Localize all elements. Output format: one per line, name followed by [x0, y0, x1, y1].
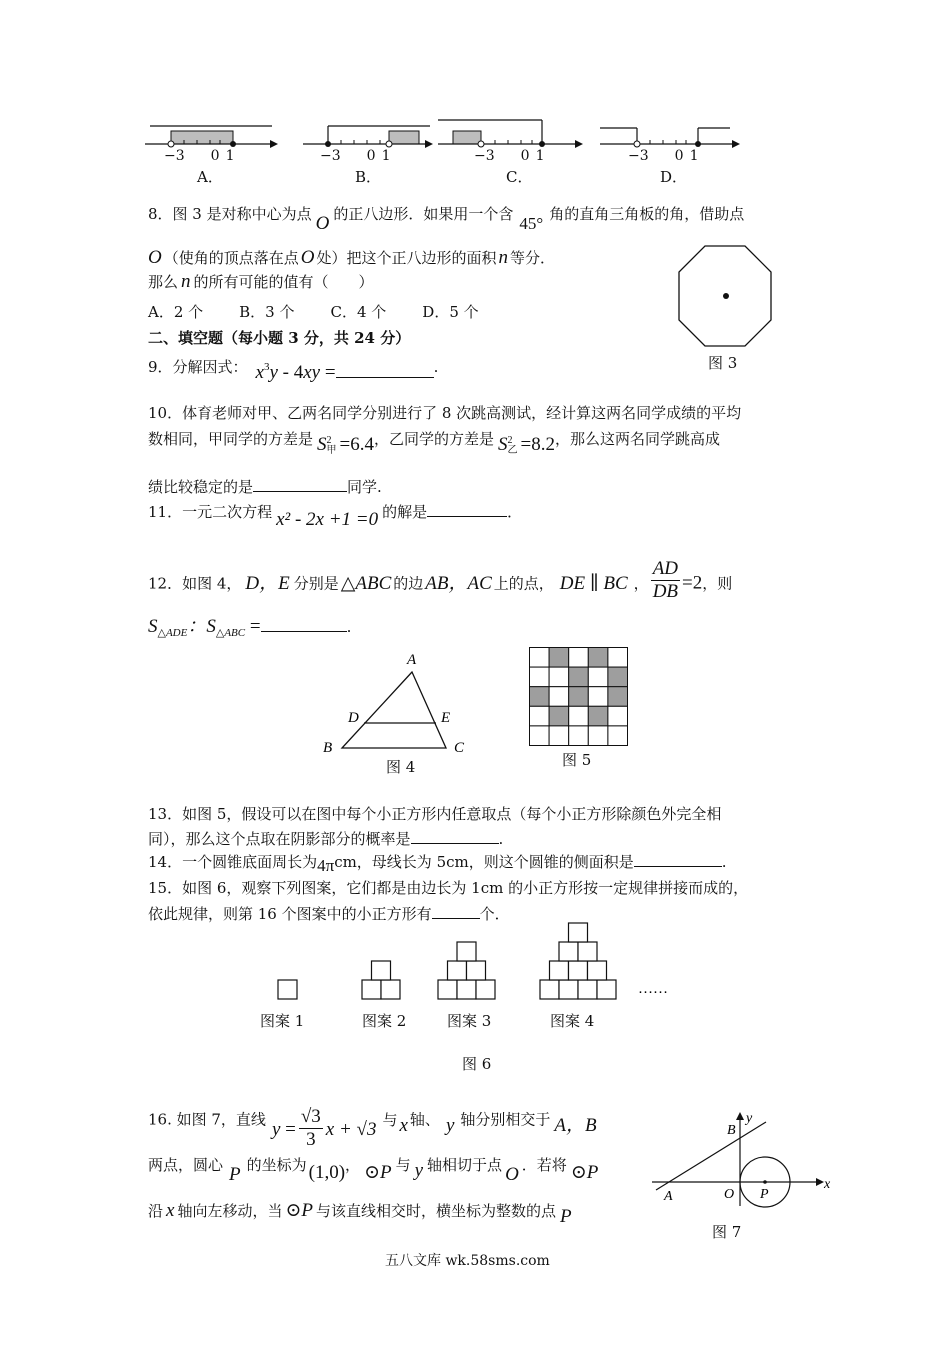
- pattern-square: [569, 961, 588, 980]
- point-B-label: B: [727, 1123, 736, 1138]
- grid-cell: [569, 706, 589, 726]
- shaded-cell: [569, 667, 589, 687]
- pattern-square: [381, 980, 400, 999]
- section2-heading: 二、填空题（每小题 3 分，共 24 分）: [148, 329, 411, 347]
- shaded-cell: [549, 648, 569, 668]
- q8-option-C: C．4 个: [330, 303, 387, 321]
- pattern-square: [438, 980, 457, 999]
- axis-x-label: x: [824, 1177, 831, 1192]
- grid-figure: [529, 647, 629, 747]
- q15-line2: 依此规律，则第 16 个图案中的小正方形有 个．: [148, 905, 510, 923]
- shaded-cell: [549, 706, 569, 726]
- grid-cell: [530, 648, 550, 668]
- q8-line2: O （使角的顶点落在点 O 处）把这个正八边形的面积 n 等分．: [148, 247, 556, 268]
- q12-answer-blank: [261, 617, 347, 632]
- numberline-D-ticks: −3 0 1: [628, 148, 699, 164]
- octagon-figure: [675, 244, 775, 348]
- q11-answer-blank: [427, 502, 507, 517]
- point-O-label: O: [724, 1187, 735, 1202]
- pattern-square: [540, 980, 559, 999]
- fig4-caption: 图 4: [386, 758, 416, 776]
- pattern-3-label: 图案 3: [447, 1012, 492, 1030]
- pattern-square: [559, 942, 578, 961]
- q8-line3: 那么 n 的所有可能的值有（ ）: [148, 271, 374, 292]
- shaded-cell: [608, 667, 628, 687]
- point-A-label: A: [664, 1189, 673, 1204]
- numberline-B: [303, 126, 433, 148]
- q16-line1: 16. 如图 7，直线 y = $\frac{√3}{3}$ x + √3 与 x 轴、 y 轴分别相交于 A，B: [148, 1106, 597, 1150]
- fig5-caption: 图 5: [562, 751, 592, 769]
- pattern-square: [578, 980, 597, 999]
- fig3-caption: 图 3: [708, 354, 738, 372]
- q11: 11．一元二次方程 x² - 2x +1 =0 的解是 ．: [148, 503, 523, 530]
- grid-cell: [549, 667, 569, 687]
- point-P-label: P: [760, 1187, 769, 1202]
- pattern-square: [457, 980, 476, 999]
- numberline-C: [438, 120, 583, 148]
- footer-watermark-text: 五八文库 wk.58sms.com: [385, 1253, 550, 1269]
- q16-line3: 沿 x 轴向左移动，当 ⊙P 与该直线相交时，横坐标为整数的点 P: [148, 1200, 572, 1227]
- q8-option-A: A．2 个: [148, 303, 204, 321]
- vertex-D: D: [348, 710, 359, 726]
- q10-line3: 绩比较稳定的是 同学.: [148, 478, 382, 496]
- line-AB: [656, 1122, 766, 1190]
- grid-cell: [588, 726, 608, 746]
- grid-cell: [569, 648, 589, 668]
- numberline-D: [600, 128, 740, 148]
- vertex-C: C: [454, 740, 465, 756]
- numberline-C-ticks: −3 0 1: [474, 148, 545, 164]
- pattern-1-label: 图案 1: [260, 1012, 305, 1030]
- q12-line1: 12．如图 4， D，E 分别是 △ABC 的边 AB，AC 上的点， DE ∥ BC ， $\frac{AD}{DB}$ =2，则: [148, 558, 733, 602]
- q8-options: [148, 301, 479, 322]
- q12-line2: $S_{\triangle ADE}$：$S_{\triangle ABC}$ = .: [148, 616, 352, 639]
- vertex-B: B: [323, 740, 333, 756]
- option-C-label: C．: [506, 168, 533, 186]
- grid-cell: [549, 726, 569, 746]
- pattern-square: [448, 961, 467, 980]
- option-B-label: B．: [355, 168, 382, 186]
- q8-line1: 8．图 3 是对称中心为点 O 的正八边形．如果用一个含 45° 角的直角三角板的角，借助点: [148, 205, 745, 234]
- pattern-square: [578, 942, 597, 961]
- q10-line2: 数相同，甲同学的方差是 S 2 甲 =6.4，乙同学的方差是 S 2 乙 =8.2，那么这两名同学跳高成: [148, 430, 720, 456]
- q9: 9．分解因式： $x^3y - 4xy$ = .: [148, 358, 439, 383]
- pattern-square: [467, 961, 486, 980]
- fig7-caption: 图 7: [712, 1223, 742, 1241]
- grid-cell: [530, 726, 550, 746]
- square-patterns: [278, 923, 616, 999]
- q13-answer-blank: [411, 829, 499, 844]
- option-A-label: A．: [197, 168, 223, 186]
- q13-line1: 13．如图 5，假设可以在图中每个小正方形内任意取点（每个小正方形除颜色外完全相: [148, 805, 722, 823]
- pattern-square: [588, 961, 607, 980]
- pattern-square: [550, 961, 569, 980]
- pattern-square: [278, 980, 297, 999]
- pattern-square: [559, 980, 578, 999]
- numberline-A-ticks: −3 0 1: [164, 148, 235, 164]
- pattern-figure: [260, 915, 690, 1005]
- pattern-square: [597, 980, 616, 999]
- shaded-cell: [569, 687, 589, 707]
- pattern-ellipsis: ……: [638, 981, 668, 997]
- pattern-2-label: 图案 2: [362, 1012, 407, 1030]
- grid-cell: [569, 726, 589, 746]
- grid-cells: [530, 648, 628, 746]
- shaded-cell: [588, 648, 608, 668]
- grid-cell: [530, 667, 550, 687]
- option-D-label: D．: [660, 168, 688, 186]
- shaded-cell: [588, 706, 608, 726]
- pattern-square: [569, 923, 588, 942]
- pattern-square: [362, 980, 381, 999]
- pattern-square: [476, 980, 495, 999]
- q8-option-D: D．5 个: [422, 303, 479, 321]
- vertex-A: A: [407, 652, 417, 668]
- grid-cell: [588, 667, 608, 687]
- q10-answer-blank: [253, 477, 347, 492]
- vertex-E: E: [441, 710, 451, 726]
- q9-answer-blank: [336, 363, 434, 378]
- grid-cell: [608, 726, 628, 746]
- shaded-cell: [608, 687, 628, 707]
- q13-line2: 同），那么这个点取在阴影部分的概率是 .: [148, 830, 504, 848]
- q15-line1: 15．如图 6，观察下列图案，它们都是由边长为 1cm 的小正方形按一定规律拼接而成的，: [148, 879, 749, 897]
- grid-cell: [608, 648, 628, 668]
- pattern-4-label: 图案 4: [550, 1012, 595, 1030]
- numberline-A: [145, 126, 278, 148]
- pattern-square: [457, 942, 476, 961]
- fig6-caption: 图 6: [462, 1055, 492, 1073]
- axis-y-label: y: [746, 1111, 753, 1126]
- grid-cell: [608, 706, 628, 726]
- q16-line2: 两点，圆心 P 的坐标为 (1,0)， ⊙P 与 y 轴相切于点 O ．若将 ⊙P: [148, 1156, 599, 1185]
- grid-cell: [530, 706, 550, 726]
- q8-option-B: B．3 个: [239, 303, 295, 321]
- shaded-cell: [530, 687, 550, 707]
- grid-cell: [588, 687, 608, 707]
- grid-cell: [549, 687, 569, 707]
- q10-line1: 10．体育老师对甲、乙两名同学分别进行了 8 次跳高测试，经计算这两名同学成绩的平均: [148, 404, 742, 422]
- triangle-figure: [318, 648, 473, 758]
- q14-text: 14．一个圆锥底面周长为4πcm，母线长为 5cm，则这个圆锥的侧面积是 .: [148, 853, 727, 875]
- q14-answer-blank: [634, 852, 722, 867]
- numberline-B-ticks: −3 0 1: [320, 148, 391, 164]
- pattern-square: [372, 961, 391, 980]
- coordinate-figure: [648, 1108, 833, 1208]
